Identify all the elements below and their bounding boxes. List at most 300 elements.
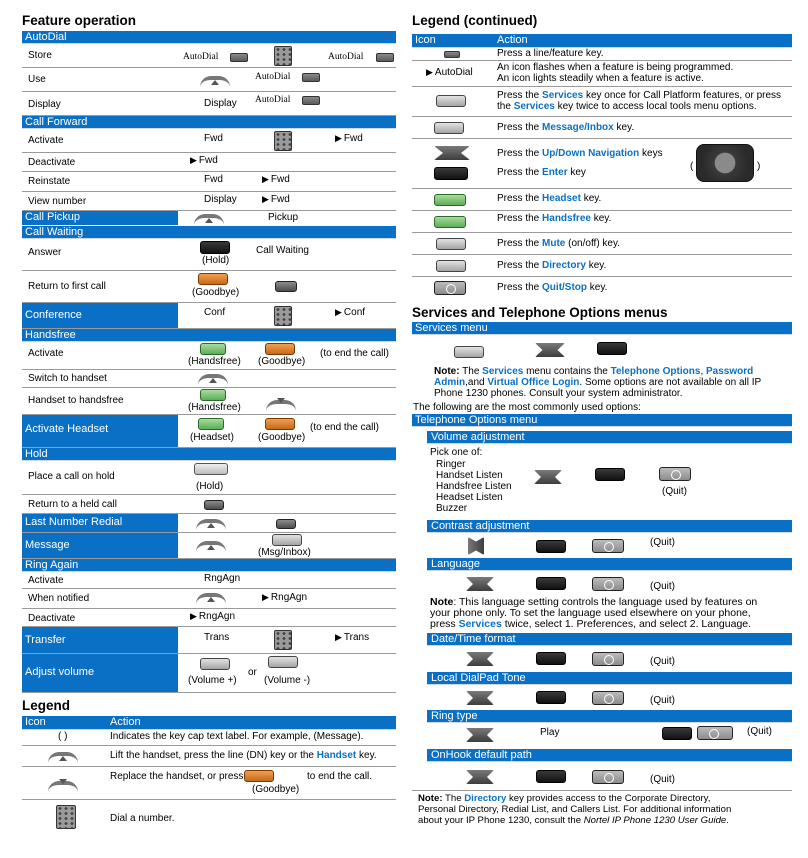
enter-key-icon [597, 342, 627, 355]
rngagn-flashing: ▶ RngAgn [262, 592, 307, 603]
cf-reinstate-row [22, 172, 396, 192]
text: Press the [497, 213, 543, 224]
note-label: Note: [434, 366, 460, 377]
handsfree-key-icon [434, 216, 466, 228]
navigation-keys-icon [434, 146, 470, 160]
enter-key-icon [662, 727, 692, 740]
admin-ref: Admin [434, 377, 466, 388]
quit-cap: (Quit) [650, 695, 675, 706]
text: ,and [465, 377, 488, 388]
l2-quit-row [412, 277, 792, 299]
dialpad-icon [274, 306, 292, 326]
text: keys [639, 148, 663, 159]
navigation-keys-icon [535, 343, 565, 357]
l2-text: Press a line/feature key. [497, 48, 604, 59]
paren-left: ( [690, 161, 694, 172]
conference-header: Conference [22, 303, 178, 328]
headset-cap: (Headset) [190, 432, 234, 443]
mute-ref: Mute [542, 238, 566, 249]
deactivate-label: Deactivate [28, 157, 76, 168]
quit-cap: (Quit) [650, 581, 675, 592]
call-waiting-cap: Call Waiting [256, 245, 309, 256]
legend-continued-title: Legend (continued) [412, 13, 538, 28]
enter-key-icon [434, 167, 468, 180]
ra-deactivate-row [22, 609, 396, 627]
l2-text [497, 260, 606, 271]
transfer-header: Transfer [22, 627, 178, 653]
l2-text [497, 282, 607, 293]
autodial-cap: AutoDial [255, 95, 291, 105]
handsfree-key-icon [200, 343, 226, 355]
telephone-options-ref: Telephone Options [610, 366, 701, 377]
line-key-icon [275, 281, 297, 292]
directory-key-icon [436, 260, 466, 272]
legend-replace-text: Replace the handset, or press [110, 771, 244, 782]
navigation-cluster-icon [696, 144, 754, 182]
option-handsfree-listen: Handsfree Listen [436, 481, 512, 492]
note-label: Note: [418, 793, 443, 804]
fwd-flashing: ▶ Fwd [262, 194, 290, 205]
services-menu-header: Services menu [412, 322, 792, 335]
left-right-nav-icon [468, 537, 484, 555]
text: key. [590, 213, 612, 224]
legend-title: Legend [22, 698, 71, 713]
msg-inbox-key-icon [434, 122, 464, 134]
call-pickup-header: Call Pickup [22, 211, 178, 225]
services-key-icon [454, 346, 484, 358]
handset-lift-icon [196, 541, 226, 552]
quit-key-icon [592, 652, 624, 666]
text: the [497, 101, 514, 112]
end-call-note: (to end the call) [310, 422, 379, 433]
text: . Some options are not available on all IP [579, 377, 762, 388]
legend-row-keycap [22, 730, 396, 746]
ra-notified-row [22, 589, 396, 609]
text: Press the [497, 282, 543, 293]
headset-key-icon [434, 194, 466, 206]
onhook-header: OnHook default path [427, 749, 792, 762]
legend-keycap-text: Indicates the key cap text label. For example, (Message). [110, 731, 364, 742]
message-header: Message [22, 533, 178, 558]
navigation-keys-icon [466, 652, 494, 666]
return-first-label: Return to first call [28, 281, 106, 292]
quit-cap: (Quit) [650, 774, 675, 785]
volume-options [436, 459, 512, 514]
cf-activate-row [22, 129, 396, 153]
hf-switch-row [22, 370, 396, 388]
contrast-header: Contrast adjustment [427, 520, 792, 533]
call-forward-header: Call Forward [22, 116, 396, 129]
text: press [430, 618, 459, 630]
cf-view-row [22, 192, 396, 211]
enter-key-icon [536, 691, 566, 704]
action-col-header: Action [110, 716, 141, 728]
ra-activate-row [22, 572, 396, 589]
hold-cap: (Hold) [202, 255, 230, 266]
autodial-cap: AutoDial [183, 52, 219, 62]
text: key. [356, 750, 377, 761]
quit-cap: (Quit) [650, 656, 675, 667]
text: Personal Directory, Redial List, and Callers List. For additional information [418, 804, 732, 815]
handsfree-header: Handsfree [22, 329, 396, 342]
volume-down-icon [268, 656, 298, 668]
legend-dial-text: Dial a number. [110, 813, 175, 824]
switch-handset-label: Switch to handset [28, 373, 107, 384]
legend2-header [412, 34, 792, 48]
services-ref: Services [482, 366, 524, 377]
handsfree-cap: (Handsfree) [188, 402, 241, 413]
datetime-body [412, 646, 792, 672]
text: (on/off) key. [565, 238, 621, 249]
services-ref: Services [458, 618, 502, 630]
l2-text [497, 213, 611, 224]
rngagn-flashing: ▶ RngAgn [190, 611, 235, 622]
last-redial-row [22, 514, 396, 533]
handset-replace-icon [48, 781, 78, 792]
enter-key-icon [595, 468, 625, 481]
l2-directory-row [412, 255, 792, 277]
activate-headset-row [22, 415, 396, 448]
quit-key-icon [592, 539, 624, 553]
text: key provides access to the Corporate Directory, [506, 793, 711, 804]
reinstate-label: Reinstate [28, 176, 71, 187]
services-title: Services and Telephone Options menus [412, 305, 668, 320]
text: Lift the handset, press the line (DN) key or the [110, 750, 317, 761]
hold-key-icon [194, 463, 228, 475]
l2-text: An icon flashes when a feature is being programmed. [497, 62, 734, 73]
language-header: Language [427, 558, 792, 571]
text: Press the [497, 90, 543, 101]
text: menu contains the [523, 366, 611, 377]
text: Phone 1230 phones. Consult your system administrator. [434, 388, 683, 399]
quit-ref: Quit/Stop [542, 282, 588, 293]
quit-cap: (Quit) [662, 486, 687, 497]
navigation-keys-icon [534, 470, 562, 484]
handsfree-key-icon [200, 389, 226, 401]
l2-handsfree-row [412, 211, 792, 233]
conf-flashing: ▶ Conf [335, 307, 365, 318]
text: twice, select 1. Preferences, and select 2. Language. [501, 618, 752, 630]
quit-key-icon [592, 691, 624, 705]
fwd-flashing: ▶ Fwd [262, 174, 290, 185]
or-text: or [248, 667, 257, 678]
directory-ref: Directory [464, 793, 507, 804]
action-col-header: Action [497, 34, 528, 46]
pickup-cap: Pickup [268, 212, 299, 223]
text: Press the [497, 238, 543, 249]
handset-lift-icon [200, 76, 230, 87]
text: about your IP Phone 1230, consult the [418, 815, 584, 826]
services-ref: Services [542, 90, 584, 101]
left-column [22, 0, 396, 833]
text: key once for Call Platform features, or press [583, 90, 782, 101]
message-row [22, 533, 396, 559]
text: . [726, 815, 729, 826]
msg-inbox-key-icon [272, 534, 302, 546]
l2-text [497, 167, 586, 178]
hf-activate-row [22, 342, 396, 370]
transfer-row [22, 627, 396, 654]
ring-again-header: Ring Again [22, 559, 396, 572]
text: , [700, 366, 706, 377]
autodial-cap: AutoDial [328, 52, 364, 62]
mute-key-icon [436, 238, 466, 250]
goodbye-key-icon [265, 343, 295, 355]
adjust-volume-row [22, 654, 396, 693]
volume-adjustment-header: Volume adjustment [427, 431, 792, 444]
pick-one-text: Pick one of: [430, 447, 483, 458]
headset-key-icon [198, 418, 224, 430]
ring-type-header: Ring type [427, 710, 792, 723]
view-number-label: View number [28, 196, 87, 207]
option-ringer: Ringer [436, 459, 466, 470]
last-redial-header: Last Number Redial [22, 514, 178, 532]
l2-text [497, 193, 601, 204]
quit-key-icon [659, 467, 691, 481]
autodial-cap: AutoDial [255, 72, 291, 82]
hold-header: Hold [22, 448, 396, 461]
cf-deactivate-row [22, 153, 396, 172]
directory-note [412, 790, 792, 826]
enter-key-icon [536, 770, 566, 783]
headset-ref: Headset [542, 193, 581, 204]
return-held-label: Return to a held call [28, 499, 117, 510]
goodbye-cap: (Goodbye) [192, 287, 240, 298]
onhook-body [412, 762, 792, 790]
virtual-office-ref: Virtual Office Login [487, 377, 580, 388]
deactivate-label: Deactivate [28, 613, 76, 624]
text: key. [585, 260, 607, 271]
fwd-flashing: ▶ Fwd [335, 133, 363, 144]
enter-key-icon [536, 652, 566, 665]
quit-key-icon [592, 577, 624, 591]
text: your phone only. To set the language used elsewhere on your phone, [430, 607, 751, 619]
option-headset-listen: Headset Listen [436, 492, 503, 503]
use-label: Use [28, 74, 46, 85]
text: Press the [497, 167, 543, 178]
quit-key-icon [592, 770, 624, 784]
l2-text [497, 101, 757, 112]
volume-minus-cap: (Volume -) [264, 675, 311, 686]
text: Press the [497, 148, 543, 159]
text: key. [580, 193, 602, 204]
quit-cap: (Quit) [650, 537, 675, 548]
paren-right: ) [757, 161, 761, 172]
line-key-icon [204, 500, 224, 510]
legend-row-replace [22, 767, 396, 800]
goodbye-key-icon [244, 770, 274, 782]
legend-lift-text [110, 750, 377, 761]
line-key-icon [302, 96, 320, 105]
line-key-icon [444, 51, 460, 58]
cw-return-row [22, 271, 396, 303]
datetime-header: Date/Time format [427, 633, 792, 646]
telephone-options-header: Telephone Options menu [412, 414, 792, 427]
line-key-icon [276, 519, 296, 529]
line-key-icon [376, 53, 394, 62]
goodbye-key-icon [198, 273, 228, 285]
line-key-icon [302, 73, 320, 82]
hold-key-icon [200, 241, 230, 254]
answer-label: Answer [28, 247, 62, 258]
dialpad-tone-body [412, 685, 792, 710]
trans-flashing: ▶ Trans [335, 632, 369, 643]
l2-text: An icon lights steadily when a feature is active. [497, 73, 704, 84]
l2-text [497, 148, 663, 159]
paren-icon: ( ) [58, 731, 68, 742]
call-waiting-header: Call Waiting [22, 226, 396, 239]
store-label: Store [28, 50, 52, 61]
handset-to-handsfree-label: Handset to handsfree [28, 395, 124, 406]
services-menu-keys [412, 335, 792, 366]
following-text: The following are the most commonly used options: [413, 402, 641, 413]
handset-replace-icon [266, 400, 296, 411]
icon-col-header: Icon [25, 716, 46, 728]
autodial-flashing: ▶ AutoDial [426, 67, 473, 78]
msg-inbox-ref: Message/Inbox [542, 122, 614, 133]
text: key. [613, 122, 635, 133]
handset-lift-icon [48, 752, 78, 763]
legend-row-dial [22, 800, 396, 833]
handset-lift-icon [194, 214, 224, 225]
adjust-volume-header: Adjust volume [22, 654, 178, 692]
text: Press the [497, 122, 543, 133]
l2-text [497, 122, 634, 133]
hold-place-row [22, 461, 396, 495]
handset-key-ref: Handset [316, 750, 357, 761]
place-hold-label: Place a call on hold [28, 471, 115, 482]
text: Press the [497, 260, 543, 271]
autodial-header: AutoDial [22, 31, 396, 44]
handsfree-cap: (Handsfree) [188, 356, 241, 367]
volume-up-icon [200, 658, 230, 670]
password-ref: Password [706, 366, 754, 377]
autodial-use-row [22, 68, 396, 92]
text: key twice to access local tools menu options. [554, 101, 757, 112]
autodial-store-row [22, 44, 396, 68]
user-guide-ref: Nortel IP Phone 1230 User Guide [583, 815, 727, 826]
display-cap: Display [204, 98, 237, 109]
services-key-icon [436, 95, 466, 107]
text: key. [587, 282, 608, 293]
directory-ref: Directory [542, 260, 586, 271]
dialpad-tone-header: Local DialPad Tone [427, 672, 792, 685]
call-pickup-row [22, 211, 396, 226]
navigation-keys-icon [466, 770, 494, 784]
dialpad-icon [56, 805, 76, 829]
l2-text [497, 90, 781, 101]
volume-adjustment-body [412, 444, 792, 520]
volume-plus-cap: (Volume +) [188, 675, 237, 686]
services-note [412, 366, 792, 402]
goodbye-cap: (Goodbye) [252, 784, 300, 795]
quit-cap: (Quit) [747, 726, 772, 737]
fwd-cap: Fwd [204, 174, 223, 185]
enter-key-icon [536, 540, 566, 553]
l2-nav-row [412, 139, 792, 189]
navigation-keys-icon [466, 577, 494, 591]
activate-label: Activate [28, 348, 64, 359]
fwd-cap: Fwd [204, 133, 223, 144]
fwd-flashing: ▶ Fwd [190, 155, 218, 166]
l2-text [497, 238, 620, 249]
hold-cap: (Hold) [196, 481, 224, 492]
handset-lift-icon [196, 593, 226, 604]
text: key [567, 167, 586, 178]
text: : This language setting controls the language used by features on [453, 596, 758, 608]
handset-lift-icon [196, 519, 226, 530]
end-call-note: (to end the call) [320, 348, 389, 359]
navigation-keys-icon [466, 728, 494, 742]
note-label: Note [430, 596, 454, 608]
when-notified-label: When notified [28, 593, 90, 604]
l2-autodial-row [412, 61, 792, 87]
l2-mute-row [412, 233, 792, 255]
legend-end-call-text: to end the call. [307, 771, 373, 782]
display-cap: Display [204, 194, 237, 205]
enter-key-icon [536, 577, 566, 590]
feature-title: Feature operation [22, 13, 137, 28]
contrast-body [412, 533, 792, 558]
cw-answer-row [22, 239, 396, 271]
goodbye-key-icon [265, 418, 295, 430]
play-cap: Play [540, 727, 560, 738]
rngagn-cap: RngAgn [204, 573, 241, 584]
language-note [412, 597, 792, 633]
activate-label: Activate [28, 575, 64, 586]
navigation-keys-icon [466, 691, 494, 705]
l2-services-row [412, 87, 792, 117]
handset-lift-icon [198, 374, 228, 385]
dialpad-icon [274, 131, 292, 151]
display-label: Display [28, 99, 61, 110]
ring-type-body [412, 723, 792, 749]
text: The [459, 366, 483, 377]
goodbye-cap: (Goodbye) [258, 432, 306, 443]
text: The [442, 793, 465, 804]
dialpad-icon [274, 630, 292, 650]
handsfree-ref: Handsfree [542, 213, 591, 224]
dialpad-icon [274, 46, 292, 66]
autodial-display-row [22, 92, 396, 116]
enter-ref: Enter [542, 167, 568, 178]
l2-headset-row [412, 189, 792, 211]
icon-col-header: Icon [415, 34, 436, 46]
quit-key-icon [697, 726, 733, 740]
services-ref: Services [513, 101, 555, 112]
activate-headset-header: Activate Headset [22, 415, 178, 447]
goodbye-cap: (Goodbye) [258, 356, 306, 367]
hold-return-row [22, 495, 396, 514]
msg-inbox-cap: (Msg/Inbox) [258, 547, 311, 558]
option-handset-listen: Handset Listen [436, 470, 503, 481]
hf-h2h-row [22, 388, 396, 415]
text: Press the [497, 193, 543, 204]
l2-line-key-row [412, 48, 792, 61]
legend-row-lift [22, 746, 396, 767]
conference-row [22, 303, 396, 329]
right-column [412, 0, 792, 826]
option-buzzer: Buzzer [436, 503, 468, 514]
language-body [412, 571, 792, 597]
line-key-icon [230, 53, 248, 62]
trans-cap: Trans [204, 632, 230, 643]
l2-message-row [412, 117, 792, 139]
nav-ref: Up/Down Navigation [542, 148, 640, 159]
conf-cap: Conf [204, 307, 226, 318]
legend-header [22, 716, 396, 730]
activate-label: Activate [28, 135, 64, 146]
